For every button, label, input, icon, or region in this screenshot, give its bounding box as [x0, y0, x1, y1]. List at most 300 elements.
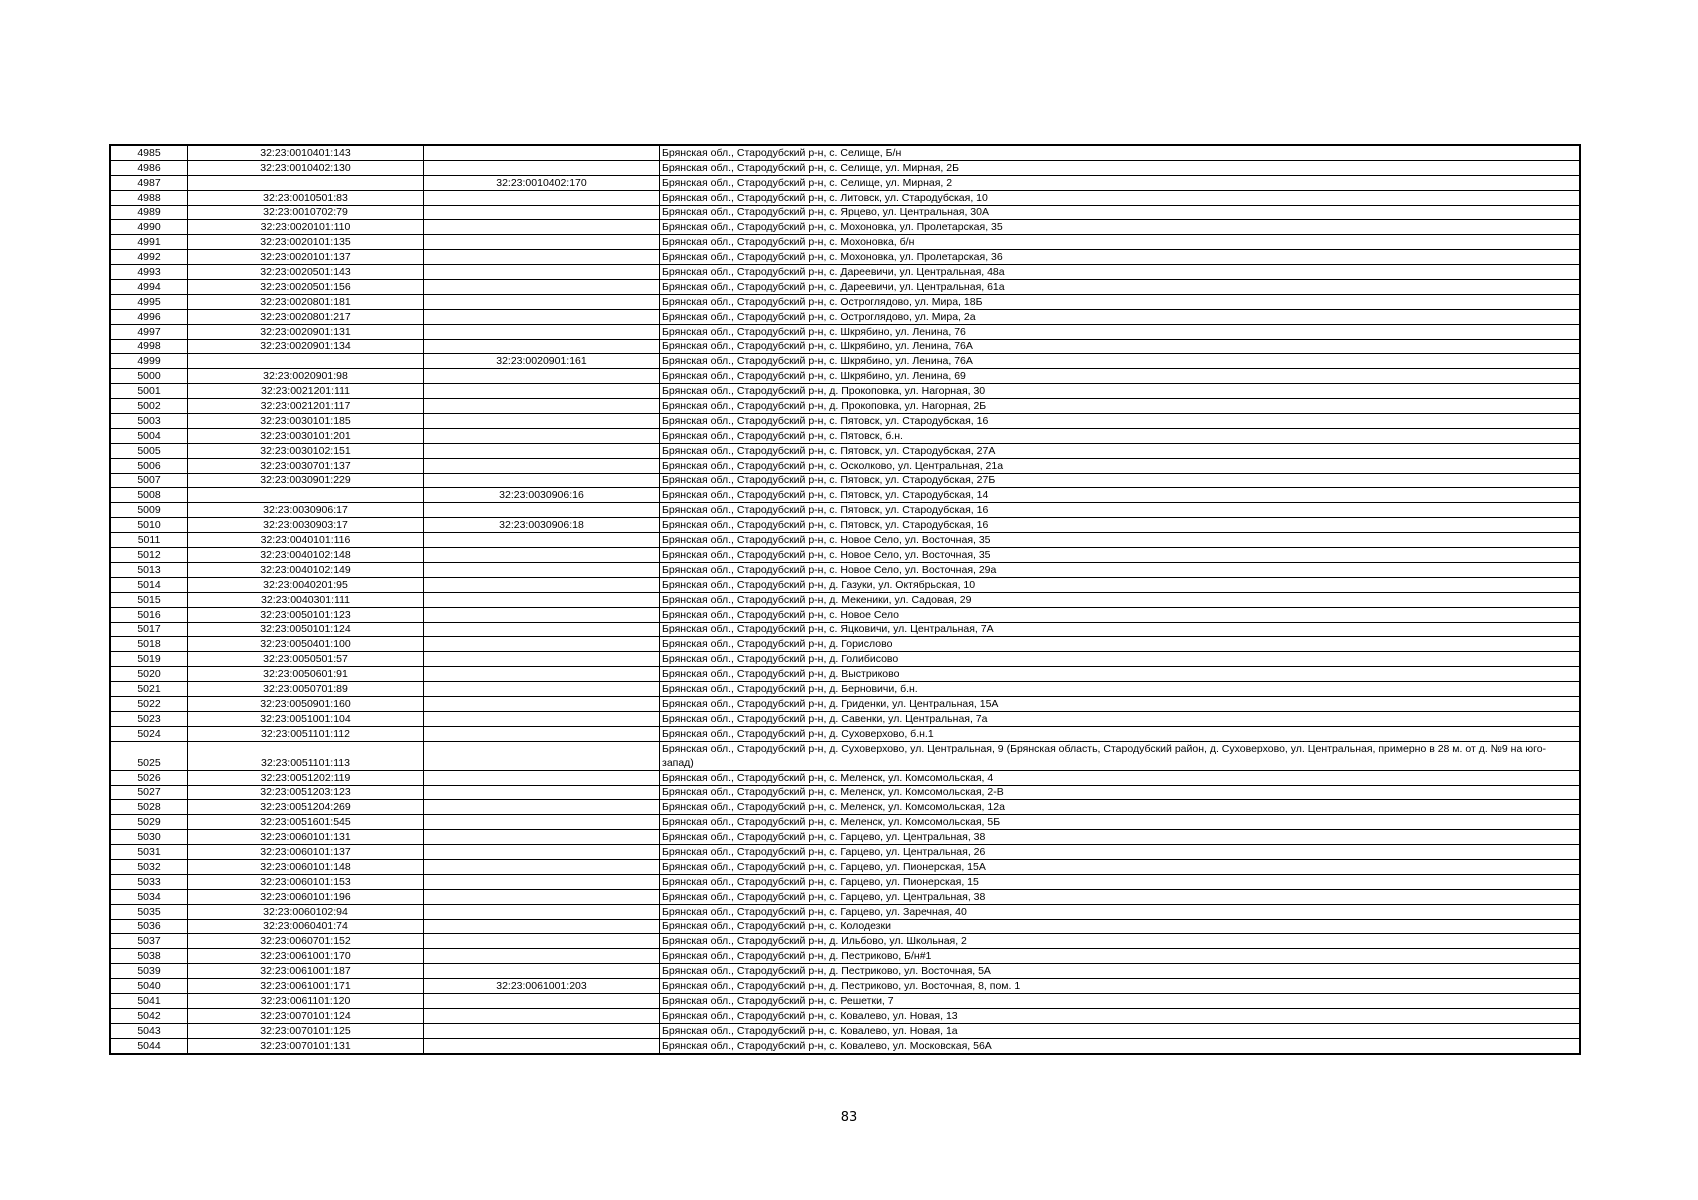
address-cell: Брянская обл., Стародубский р-н, с. Шкрябино, ул. Ленина, 69: [660, 369, 1581, 384]
cadastral-number-extra-cell: [424, 904, 660, 919]
cadastral-number-cell: 32:23:0030903:17: [188, 518, 424, 533]
table-row: [110, 1008, 1580, 1023]
address-cell: Брянская обл., Стародубский р-н, с. Остроглядово, ул. Мира, 2а: [660, 309, 1581, 324]
cadastral-number-cell: 32:23:0021201:117: [188, 399, 424, 414]
table-row: [110, 592, 1580, 607]
table-row: [110, 815, 1580, 830]
cadastral-number-cell: 32:23:0060401:74: [188, 919, 424, 934]
table-row: [110, 205, 1580, 220]
cadastral-number-extra-cell: [424, 369, 660, 384]
row-number-cell: 5005: [110, 443, 188, 458]
cadastral-number-extra-cell: [424, 741, 660, 770]
address-cell: Брянская обл., Стародубский р-н, с. Ковалево, ул. Новая, 1а: [660, 1023, 1581, 1038]
row-number-cell: 4999: [110, 354, 188, 369]
address-cell: Брянская обл., Стародубский р-н, д. Берновичи, б.н.: [660, 682, 1581, 697]
table-row: [110, 265, 1580, 280]
row-number-cell: 5027: [110, 785, 188, 800]
cadastral-number-cell: 32:23:0010402:130: [188, 160, 424, 175]
address-cell: Брянская обл., Стародубский р-н, д. Газуки, ул. Октябрьская, 10: [660, 577, 1581, 592]
table-row: [110, 190, 1580, 205]
address-cell: Брянская обл., Стародубский р-н, с. Остроглядово, ул. Мира, 18Б: [660, 294, 1581, 309]
cadastral-number-extra-cell: [424, 414, 660, 429]
row-number-cell: 5022: [110, 696, 188, 711]
address-cell: Брянская обл., Стародубский р-н, д. Ильбово, ул. Школьная, 2: [660, 934, 1581, 949]
table-row: [110, 652, 1580, 667]
row-number-cell: 4989: [110, 205, 188, 220]
cadastral-number-cell: 32:23:0010702:79: [188, 205, 424, 220]
cadastral-number-cell: 32:23:0040301:111: [188, 592, 424, 607]
cadastral-number-extra-cell: [424, 309, 660, 324]
row-number-cell: 5021: [110, 682, 188, 697]
cadastral-number-extra-cell: 32:23:0010402:170: [424, 175, 660, 190]
row-number-cell: 5043: [110, 1023, 188, 1038]
address-cell: Брянская обл., Стародубский р-н, с. Меленск, ул. Комсомольская, 5Б: [660, 815, 1581, 830]
row-number-cell: 5003: [110, 414, 188, 429]
cadastral-number-cell: 32:23:0050501:57: [188, 652, 424, 667]
address-cell: Брянская обл., Стародубский р-н, с. Пятовск, ул. Стародубская, 14: [660, 488, 1581, 503]
cadastral-number-cell: 32:23:0020901:131: [188, 324, 424, 339]
row-number-cell: 5002: [110, 399, 188, 414]
table-row: [110, 637, 1580, 652]
row-number-cell: 5035: [110, 904, 188, 919]
row-number-cell: 5033: [110, 874, 188, 889]
cadastral-number-extra-cell: [424, 339, 660, 354]
table-row: [110, 354, 1580, 369]
address-cell: Брянская обл., Стародубский р-н, с. Мохоновка, б/н: [660, 235, 1581, 250]
cadastral-number-extra-cell: [424, 280, 660, 295]
address-cell: Брянская обл., Стародубский р-н, д. Суховерхово, ул. Центральная, 9 (Брянская область, Стародубский район, д. Суховерхово, ул. Центральная, примерно в 28 м. от д. №9 на юго-запад): [660, 741, 1581, 770]
cadastral-number-cell: 32:23:0050401:100: [188, 637, 424, 652]
cadastral-number-extra-cell: [424, 548, 660, 563]
address-cell: Брянская обл., Стародубский р-н, с. Решетки, 7: [660, 993, 1581, 1008]
address-cell: Брянская обл., Стародубский р-н, с. Мохоновка, ул. Пролетарская, 35: [660, 220, 1581, 235]
row-number-cell: 4988: [110, 190, 188, 205]
table-row: [110, 145, 1580, 160]
cadastral-number-extra-cell: [424, 919, 660, 934]
cadastral-number-extra-cell: [424, 667, 660, 682]
cadastral-number-extra-cell: [424, 1008, 660, 1023]
table-row: [110, 889, 1580, 904]
cadastral-number-cell: 32:23:0051204:269: [188, 800, 424, 815]
cadastral-number-cell: 32:23:0030901:229: [188, 473, 424, 488]
table-row: [110, 428, 1580, 443]
row-number-cell: 5025: [110, 741, 188, 770]
table-row: [110, 384, 1580, 399]
cadastral-number-cell: 32:23:0070101:131: [188, 1038, 424, 1053]
cadastral-number-extra-cell: [424, 993, 660, 1008]
table-row: [110, 160, 1580, 175]
cadastral-number-cell: 32:23:0050901:160: [188, 696, 424, 711]
row-number-cell: 5042: [110, 1008, 188, 1023]
cadastral-number-extra-cell: 32:23:0030906:18: [424, 518, 660, 533]
address-cell: Брянская обл., Стародубский р-н, д. Мекеники, ул. Садовая, 29: [660, 592, 1581, 607]
cadastral-number-extra-cell: [424, 160, 660, 175]
row-number-cell: 5026: [110, 770, 188, 785]
table-row: [110, 919, 1580, 934]
cadastral-number-cell: 32:23:0061001:170: [188, 949, 424, 964]
table-row: [110, 324, 1580, 339]
address-cell: Брянская обл., Стародубский р-н, с. Меленск, ул. Комсомольская, 12а: [660, 800, 1581, 815]
address-cell: Брянская обл., Стародубский р-н, с. Шкрябино, ул. Ленина, 76А: [660, 354, 1581, 369]
cadastral-number-extra-cell: [424, 145, 660, 160]
cadastral-number-extra-cell: [424, 533, 660, 548]
cadastral-number-cell: 32:23:0061001:187: [188, 964, 424, 979]
cadastral-number-cell: 32:23:0050101:123: [188, 607, 424, 622]
cadastral-number-extra-cell: [424, 428, 660, 443]
address-cell: Брянская обл., Стародубский р-н, д. Пестриково, ул. Восточная, 8, пом. 1: [660, 979, 1581, 994]
row-number-cell: 5036: [110, 919, 188, 934]
row-number-cell: 5017: [110, 622, 188, 637]
table-row: [110, 220, 1580, 235]
cadastral-number-extra-cell: [424, 503, 660, 518]
cadastral-number-extra-cell: [424, 859, 660, 874]
cadastral-number-cell: 32:23:0060701:152: [188, 934, 424, 949]
cadastral-number-cell: 32:23:0050101:124: [188, 622, 424, 637]
row-number-cell: 4993: [110, 265, 188, 280]
cadastral-number-extra-cell: [424, 190, 660, 205]
cadastral-number-extra-cell: [424, 652, 660, 667]
cadastral-number-cell: 32:23:0010401:143: [188, 145, 424, 160]
cadastral-number-cell: 32:23:0060101:137: [188, 845, 424, 860]
table-row: [110, 503, 1580, 518]
table-row: [110, 874, 1580, 889]
cadastral-number-cell: 32:23:0020101:135: [188, 235, 424, 250]
cadastral-number-extra-cell: [424, 800, 660, 815]
address-cell: Брянская обл., Стародубский р-н, д. Выстриково: [660, 667, 1581, 682]
row-number-cell: 5028: [110, 800, 188, 815]
cadastral-number-extra-cell: [424, 711, 660, 726]
table-row: [110, 1023, 1580, 1038]
cadastral-number-cell: 32:23:0060101:196: [188, 889, 424, 904]
cadastral-number-extra-cell: [424, 265, 660, 280]
row-number-cell: 5040: [110, 979, 188, 994]
table-row: [110, 800, 1580, 815]
address-cell: Брянская обл., Стародубский р-н, с. Меленск, ул. Комсомольская, 4: [660, 770, 1581, 785]
cadastral-number-cell: 32:23:0051001:104: [188, 711, 424, 726]
table-row: [110, 859, 1580, 874]
address-cell: Брянская обл., Стародубский р-н, с. Пятовск, ул. Стародубская, 27Б: [660, 473, 1581, 488]
table-row: [110, 993, 1580, 1008]
table-row: [110, 339, 1580, 354]
address-cell: Брянская обл., Стародубский р-н, с. Гарцево, ул. Центральная, 38: [660, 889, 1581, 904]
row-number-cell: 5016: [110, 607, 188, 622]
address-cell: Брянская обл., Стародубский р-н, с. Гарцево, ул. Центральная, 26: [660, 845, 1581, 860]
page-number: 83: [840, 1110, 858, 1125]
address-cell: Брянская обл., Стародубский р-н, с. Ковалево, ул. Московская, 56А: [660, 1038, 1581, 1053]
address-cell: Брянская обл., Стародубский р-н, с. Дареевичи, ул. Центральная, 48а: [660, 265, 1581, 280]
cadastral-number-extra-cell: [424, 874, 660, 889]
address-cell: Брянская обл., Стародубский р-н, с. Ковалево, ул. Новая, 13: [660, 1008, 1581, 1023]
cadastral-number-cell: 32:23:0020801:181: [188, 294, 424, 309]
cadastral-number-cell: 32:23:0070101:125: [188, 1023, 424, 1038]
row-number-cell: 5041: [110, 993, 188, 1008]
address-cell: Брянская обл., Стародубский р-н, д. Пестриково, Б/н#1: [660, 949, 1581, 964]
cadastral-number-cell: 32:23:0051101:112: [188, 726, 424, 741]
table-row: [110, 964, 1580, 979]
address-cell: Брянская обл., Стародубский р-н, с. Шкрябино, ул. Ленина, 76: [660, 324, 1581, 339]
row-number-cell: 4991: [110, 235, 188, 250]
table-row: [110, 562, 1580, 577]
address-cell: Брянская обл., Стародубский р-н, с. Яцковичи, ул. Центральная, 7А: [660, 622, 1581, 637]
address-cell: Брянская обл., Стародубский р-н, с. Пятовск, ул. Стародубская, 16: [660, 518, 1581, 533]
table-row: [110, 904, 1580, 919]
cadastral-number-extra-cell: [424, 964, 660, 979]
address-cell: Брянская обл., Стародубский р-н, с. Пятовск, ул. Стародубская, 27А: [660, 443, 1581, 458]
row-number-cell: 5019: [110, 652, 188, 667]
cadastral-number-extra-cell: [424, 696, 660, 711]
address-cell: Брянская обл., Стародубский р-н, с. Гарцево, ул. Пионерская, 15А: [660, 859, 1581, 874]
table-row: [110, 369, 1580, 384]
address-cell: Брянская обл., Стародубский р-н, с. Гарцево, ул. Пионерская, 15: [660, 874, 1581, 889]
address-cell: Брянская обл., Стародубский р-н, с. Новое Село, ул. Восточная, 35: [660, 548, 1581, 563]
row-number-cell: 4995: [110, 294, 188, 309]
cadastral-number-cell: 32:23:0020901:134: [188, 339, 424, 354]
row-number-cell: 5038: [110, 949, 188, 964]
cadastral-number-extra-cell: [424, 889, 660, 904]
table-row: [110, 280, 1580, 295]
row-number-cell: 4992: [110, 250, 188, 265]
table-row: [110, 682, 1580, 697]
cadastral-number-extra-cell: [424, 1023, 660, 1038]
address-cell: Брянская обл., Стародубский р-н, с. Селище, ул. Мирная, 2Б: [660, 160, 1581, 175]
table-row: [110, 607, 1580, 622]
cadastral-number-cell: 32:23:0021201:111: [188, 384, 424, 399]
cadastral-number-extra-cell: [424, 770, 660, 785]
cadastral-number-cell: [188, 488, 424, 503]
address-cell: Брянская обл., Стародубский р-н, с. Литовск, ул. Стародубская, 10: [660, 190, 1581, 205]
cadastral-number-extra-cell: [424, 845, 660, 860]
address-cell: Брянская обл., Стародубский р-н, с. Мохоновка, ул. Пролетарская, 36: [660, 250, 1581, 265]
cadastral-number-cell: 32:23:0040102:148: [188, 548, 424, 563]
table-row: [110, 667, 1580, 682]
table-row: [110, 785, 1580, 800]
cadastral-number-extra-cell: [424, 220, 660, 235]
address-cell: Брянская обл., Стародубский р-н, с. Колодезки: [660, 919, 1581, 934]
row-number-cell: 5013: [110, 562, 188, 577]
cadastral-number-cell: 32:23:0030101:185: [188, 414, 424, 429]
row-number-cell: 4990: [110, 220, 188, 235]
cadastral-number-cell: 32:23:0070101:124: [188, 1008, 424, 1023]
cadastral-number-extra-cell: [424, 607, 660, 622]
address-cell: Брянская обл., Стародубский р-н, д. Гриденки, ул. Центральная, 15А: [660, 696, 1581, 711]
row-number-cell: 5006: [110, 458, 188, 473]
cadastral-number-extra-cell: [424, 294, 660, 309]
address-cell: Брянская обл., Стародубский р-н, с. Селище, ул. Мирная, 2: [660, 175, 1581, 190]
address-cell: Брянская обл., Стародубский р-н, д. Савенки, ул. Центральная, 7а: [660, 711, 1581, 726]
table-row: [110, 979, 1580, 994]
table-row: [110, 309, 1580, 324]
cadastral-number-extra-cell: [424, 458, 660, 473]
table-row: [110, 845, 1580, 860]
row-number-cell: 5034: [110, 889, 188, 904]
cadastral-number-extra-cell: [424, 473, 660, 488]
cadastral-number-extra-cell: [424, 785, 660, 800]
address-cell: Брянская обл., Стародубский р-н, с. Шкрябино, ул. Ленина, 76А: [660, 339, 1581, 354]
cadastral-number-extra-cell: [424, 637, 660, 652]
address-cell: Брянская обл., Стародубский р-н, с. Пятовск, б.н.: [660, 428, 1581, 443]
row-number-cell: 5008: [110, 488, 188, 503]
cadastral-number-extra-cell: 32:23:0030906:16: [424, 488, 660, 503]
table-row: [110, 726, 1580, 741]
address-cell: Брянская обл., Стародубский р-н, с. Пятовск, ул. Стародубская, 16: [660, 414, 1581, 429]
cadastral-number-cell: 32:23:0020901:98: [188, 369, 424, 384]
address-cell: Брянская обл., Стародубский р-н, д. Пестриково, ул. Восточная, 5А: [660, 964, 1581, 979]
table-row: [110, 830, 1580, 845]
row-number-cell: 5004: [110, 428, 188, 443]
cadastral-number-extra-cell: [424, 949, 660, 964]
cadastral-number-cell: 32:23:0050601:91: [188, 667, 424, 682]
table-row: [110, 533, 1580, 548]
registry-table-body: [110, 145, 1580, 1054]
cadastral-number-extra-cell: [424, 682, 660, 697]
row-number-cell: 5007: [110, 473, 188, 488]
table-row: [110, 235, 1580, 250]
address-cell: Брянская обл., Стародубский р-н, с. Новое Село: [660, 607, 1581, 622]
table-row: [110, 175, 1580, 190]
address-cell: Брянская обл., Стародубский р-н, с. Пятовск, ул. Стародубская, 16: [660, 503, 1581, 518]
table-row: [110, 473, 1580, 488]
cadastral-number-extra-cell: [424, 399, 660, 414]
table-row: [110, 518, 1580, 533]
row-number-cell: 5037: [110, 934, 188, 949]
address-cell: Брянская обл., Стародубский р-н, с. Ярцево, ул. Центральная, 30А: [660, 205, 1581, 220]
address-cell: Брянская обл., Стародубский р-н, с. Гарцево, ул. Центральная, 38: [660, 830, 1581, 845]
row-number-cell: 4998: [110, 339, 188, 354]
table-row: [110, 696, 1580, 711]
cadastral-number-extra-cell: [424, 562, 660, 577]
cadastral-number-cell: [188, 175, 424, 190]
cadastral-number-cell: 32:23:0020501:156: [188, 280, 424, 295]
cadastral-number-extra-cell: [424, 592, 660, 607]
row-number-cell: 5014: [110, 577, 188, 592]
row-number-cell: 4985: [110, 145, 188, 160]
table-row: [110, 294, 1580, 309]
cadastral-number-cell: 32:23:0020101:137: [188, 250, 424, 265]
cadastral-number-cell: 32:23:0020801:217: [188, 309, 424, 324]
address-cell: Брянская обл., Стародубский р-н, с. Дареевичи, ул. Центральная, 61а: [660, 280, 1581, 295]
table-row: [110, 443, 1580, 458]
table-row: [110, 622, 1580, 637]
row-number-cell: 4994: [110, 280, 188, 295]
cadastral-number-cell: 32:23:0060101:153: [188, 874, 424, 889]
cadastral-number-cell: 32:23:0051203:123: [188, 785, 424, 800]
cadastral-number-extra-cell: [424, 1038, 660, 1053]
cadastral-number-cell: 32:23:0030701:137: [188, 458, 424, 473]
table-row: [110, 1038, 1580, 1053]
cadastral-number-extra-cell: [424, 726, 660, 741]
row-number-cell: 5000: [110, 369, 188, 384]
address-cell: Брянская обл., Стародубский р-н, д. Прокоповка, ул. Нагорная, 30: [660, 384, 1581, 399]
cadastral-number-extra-cell: 32:23:0061001:203: [424, 979, 660, 994]
row-number-cell: 5015: [110, 592, 188, 607]
cadastral-number-cell: 32:23:0040102:149: [188, 562, 424, 577]
cadastral-number-cell: 32:23:0030101:201: [188, 428, 424, 443]
cadastral-number-cell: 32:23:0040101:116: [188, 533, 424, 548]
cadastral-number-extra-cell: [424, 443, 660, 458]
cadastral-number-cell: 32:23:0040201:95: [188, 577, 424, 592]
row-number-cell: 5039: [110, 964, 188, 979]
table-row: [110, 414, 1580, 429]
table-row: [110, 488, 1580, 503]
cadastral-number-extra-cell: [424, 205, 660, 220]
row-number-cell: 4997: [110, 324, 188, 339]
address-cell: Брянская обл., Стародубский р-н, с. Меленск, ул. Комсомольская, 2-В: [660, 785, 1581, 800]
table-row: [110, 399, 1580, 414]
row-number-cell: 5012: [110, 548, 188, 563]
cadastral-number-cell: 32:23:0020101:110: [188, 220, 424, 235]
address-cell: Брянская обл., Стародубский р-н, с. Новое Село, ул. Восточная, 35: [660, 533, 1581, 548]
cadastral-number-cell: 32:23:0051202:119: [188, 770, 424, 785]
table-row: [110, 548, 1580, 563]
cadastral-number-extra-cell: [424, 830, 660, 845]
row-number-cell: 5018: [110, 637, 188, 652]
registry-table: [109, 144, 1581, 1055]
cadastral-number-cell: 32:23:0050701:89: [188, 682, 424, 697]
row-number-cell: 5001: [110, 384, 188, 399]
row-number-cell: 5011: [110, 533, 188, 548]
cadastral-number-cell: 32:23:0030906:17: [188, 503, 424, 518]
cadastral-number-cell: 32:23:0030102:151: [188, 443, 424, 458]
cadastral-number-cell: 32:23:0060101:131: [188, 830, 424, 845]
address-cell: Брянская обл., Стародубский р-н, д. Прокоповка, ул. Нагорная, 2Б: [660, 399, 1581, 414]
row-number-cell: 5044: [110, 1038, 188, 1053]
table-row: [110, 949, 1580, 964]
address-cell: Брянская обл., Стародубский р-н, с. Селище, Б/н: [660, 145, 1581, 160]
row-number-cell: 5023: [110, 711, 188, 726]
cadastral-number-extra-cell: [424, 235, 660, 250]
row-number-cell: 5032: [110, 859, 188, 874]
row-number-cell: 5010: [110, 518, 188, 533]
table-row: [110, 250, 1580, 265]
cadastral-number-cell: 32:23:0060101:148: [188, 859, 424, 874]
row-number-cell: 5020: [110, 667, 188, 682]
row-number-cell: 5009: [110, 503, 188, 518]
row-number-cell: 5030: [110, 830, 188, 845]
address-cell: Брянская обл., Стародубский р-н, д. Суховерхово, б.н.1: [660, 726, 1581, 741]
cadastral-number-cell: 32:23:0010501:83: [188, 190, 424, 205]
cadastral-number-extra-cell: 32:23:0020901:161: [424, 354, 660, 369]
address-cell: Брянская обл., Стародубский р-н, с. Новое Село, ул. Восточная, 29а: [660, 562, 1581, 577]
cadastral-number-cell: 32:23:0051101:113: [188, 741, 424, 770]
cadastral-number-extra-cell: [424, 622, 660, 637]
address-cell: Брянская обл., Стародубский р-н, д. Горислово: [660, 637, 1581, 652]
cadastral-number-extra-cell: [424, 815, 660, 830]
cadastral-number-cell: [188, 354, 424, 369]
address-cell: Брянская обл., Стародубский р-н, д. Голибисово: [660, 652, 1581, 667]
row-number-cell: 4987: [110, 175, 188, 190]
cadastral-number-cell: 32:23:0020501:143: [188, 265, 424, 280]
table-row: [110, 934, 1580, 949]
row-number-cell: 4986: [110, 160, 188, 175]
cadastral-number-extra-cell: [424, 384, 660, 399]
table-row: [110, 741, 1580, 770]
table-row: [110, 577, 1580, 592]
cadastral-number-extra-cell: [424, 934, 660, 949]
row-number-cell: 5029: [110, 815, 188, 830]
address-cell: Брянская обл., Стародубский р-н, с. Осколково, ул. Центральная, 21а: [660, 458, 1581, 473]
cadastral-number-cell: 32:23:0051601:545: [188, 815, 424, 830]
cadastral-number-extra-cell: [424, 250, 660, 265]
cadastral-number-cell: 32:23:0061101:120: [188, 993, 424, 1008]
row-number-cell: 5024: [110, 726, 188, 741]
cadastral-number-extra-cell: [424, 577, 660, 592]
cadastral-number-extra-cell: [424, 324, 660, 339]
cadastral-number-cell: 32:23:0061001:171: [188, 979, 424, 994]
table-row: [110, 458, 1580, 473]
table-row: [110, 711, 1580, 726]
cadastral-number-cell: 32:23:0060102:94: [188, 904, 424, 919]
row-number-cell: 4996: [110, 309, 188, 324]
